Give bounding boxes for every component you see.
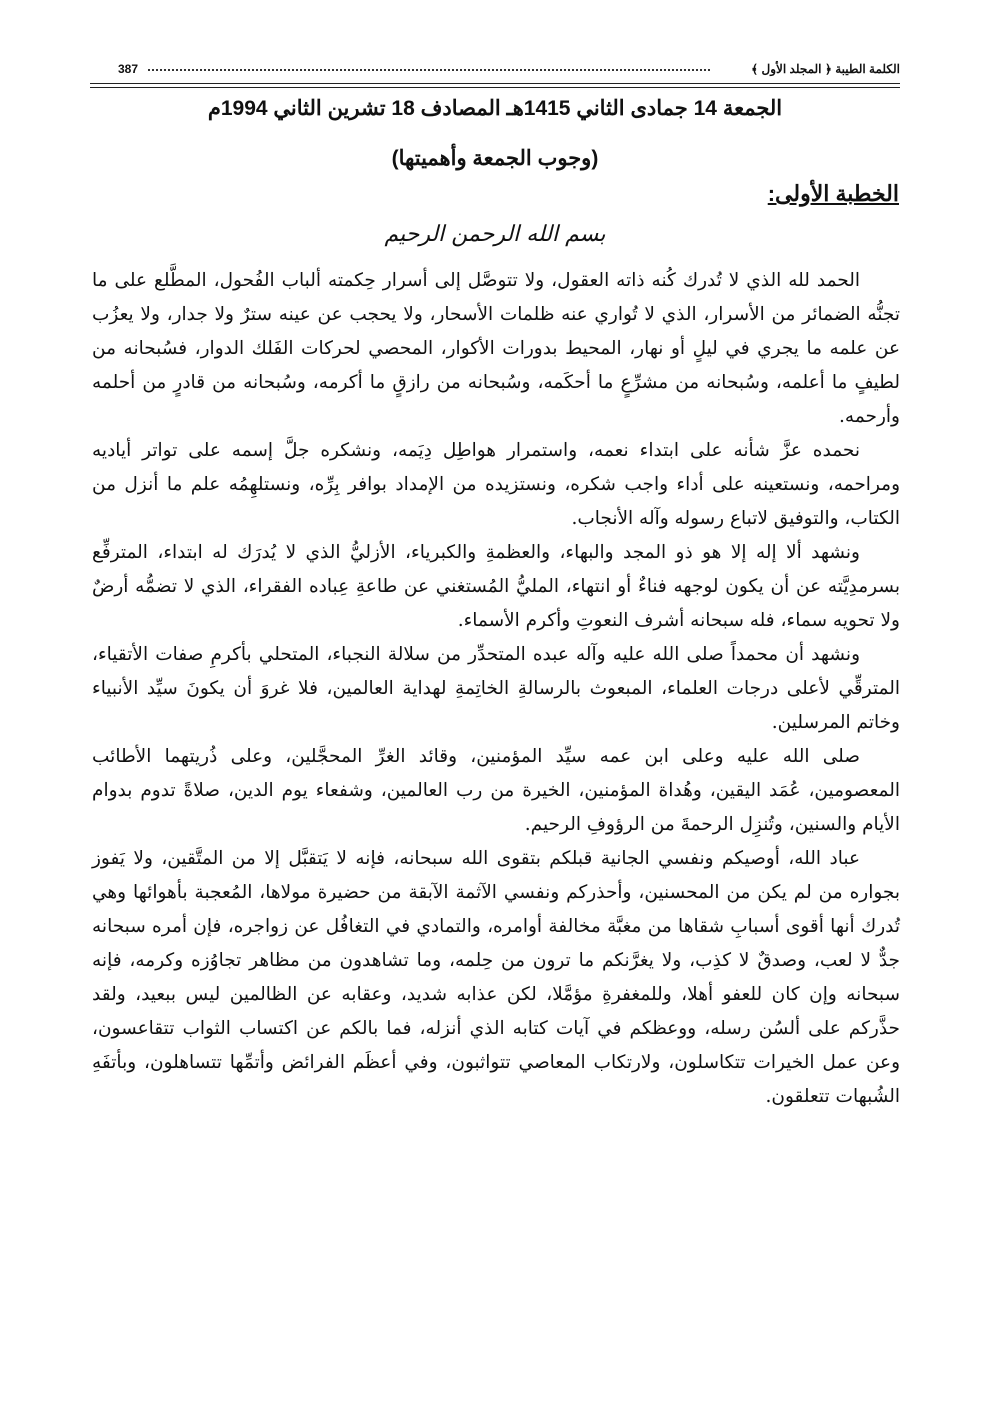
- book-title: الكلمة الطيبة ﴿ المجلد الأول ﴾: [751, 62, 900, 76]
- date-title: الجمعة 14 جمادى الثاني 1415هـ المصادف 18 تشرين الثاني 1994م: [207, 97, 783, 120]
- subject-title: (وجوب الجمعة وأهميتها): [391, 147, 599, 170]
- paragraph-gratitude: نحمده عزَّ شأنه على ابتداء نعمه، واستمرار هواطِل دِيَمه، ونشكره جلَّ إسمه على تواتر أياديه ومراحمه، ونستعينه على أداء واجب شكره، ونستزيده من الإمداد بوافر بِرِّه، ونستلهِمُه علم ما أنزل من الكتاب، والتوفيق لاتباع رسوله وآله الأنجاب.: [92, 440, 900, 529]
- paragraph-blessings: صلى الله عليه وعلى ابن عمه سيِّد المؤمنين، وقائد الغرِّ المحجَّلين، وعلى ذُريتهما الأطائب المعصومين، عُمَد اليقين، وهُداة المؤمنين، الخيرة من رب العالمين، وشفعاء يوم الدين، صلاةً تدوم بدوام الأيام والسنين، وتُنزِل الرحمةَ من الرؤوفِ الرحيم.: [92, 746, 900, 835]
- paragraph-praise: الحمد لله الذي لا تُدرك كُنه ذاته العقول، ولا تتوصَّل إلى أسرار حِكمته ألباب الفُحول، المطَّلع على ما تجنُّه الضمائر من الأسرار، الذي لا تُواري عنه ظلمات الأسحار، ولا يحجب عن عينه سترٌ ولا جدار، ولا يعزُب عن علمه ما يجري في ليلٍ أو نهار، المحيط بدورات الأكوار، المحصي لحركات الفَلك الدوار، فسُبحانه من لطيفٍ ما أعلمه، وسُبحانه من مشرِّعٍ ما أحكَمه، وسُبحانه من رازقٍ ما أكرمه، وسُبحانه من قادرٍ من أحلمه وأرحمه.: [92, 270, 900, 427]
- basmala-calligraphy: بسم الله الرحمن الرحيم: [384, 222, 606, 247]
- paragraph-testimony-prophet: ونشهد أن محمداً صلى الله عليه وآله عبده المتحدِّر من سلالة النجباء، المتحلي بأكرمِ صفات الأتقياء، المترقِّي لأعلى درجات العلماء، المبعوث بالرسالةِ الخاتِمةِ لهداية العالمين، فلا غروَ أن يكونَ سيِّد الأنبياء وخاتم المرسلين.: [92, 644, 900, 733]
- header-double-rule: [90, 83, 900, 88]
- header-dot-leader: [148, 69, 710, 71]
- paragraph-exhortation: عباد الله، أوصيكم ونفسي الجانية قبلكم بتقوى الله سبحانه، فإنه لا يَتقبَّل إلا من المتَّقين، ولا يَفوز بجواره من لم يكن من المحسنين، وأحذركم ونفسي الآثمة الآبقة من حضيرة مولاها، المُعجبة بأهوائها وهي تُدرك أنها أقوى أسبابِ شقاها من مغبَّة مخالفة أوامره، والتمادي في التغافُل عن زواجره، فإن أمره سبحانه جدٌّ لا لعب، وصدقٌ لا كذِب، ولا يغرَّنكم ما ترون من حِلمه، وما تشاهدون من مظاهر تجاوُزه وكرمه، فإنه سبحانه وإن كان للعفو أهلا، وللمغفرةِ مؤمَّلا، لكن عذابه شديد، وعقابه عن الظالمين ليس ببعيد، ولقد حذَّركم على ألسُن رسله، ووعظكم في آيات كتابه الذي أنزله، فما بالكم عن اكتساب الثواب تتقاعسون، وعن عمل الخيرات تتكاسلون، ولارتكاب المعاصي تتواثبون، وفي أعظَم الفرائض وأتمِّها تتساهلون، وبأتفَهِ الشُبهات تتعلقون.: [92, 848, 900, 1107]
- running-header: [90, 60, 900, 80]
- paragraph-testimony-god: ونشهد ألا إله إلا هو ذو المجد والبهاء، والعظمةِ والكبرياء، الأزليُّ الذي لا يُدرَك له ابتداء، المترفِّع بسرمدِيَّته عن أن يكون لوجهه فناءٌ أو انتهاء، المليُّ المُستغني عن طاعةِ عِباده الفقراء، الذي لا تضمُّه أرضٌ ولا تحويه سماء، فله سبحانه أشرف النعوتِ وأكرم الأسماء.: [92, 542, 900, 631]
- page-number: 387: [118, 62, 139, 76]
- sermon-heading: الخطبة الأولى:: [767, 181, 899, 206]
- body-text: [92, 264, 900, 1114]
